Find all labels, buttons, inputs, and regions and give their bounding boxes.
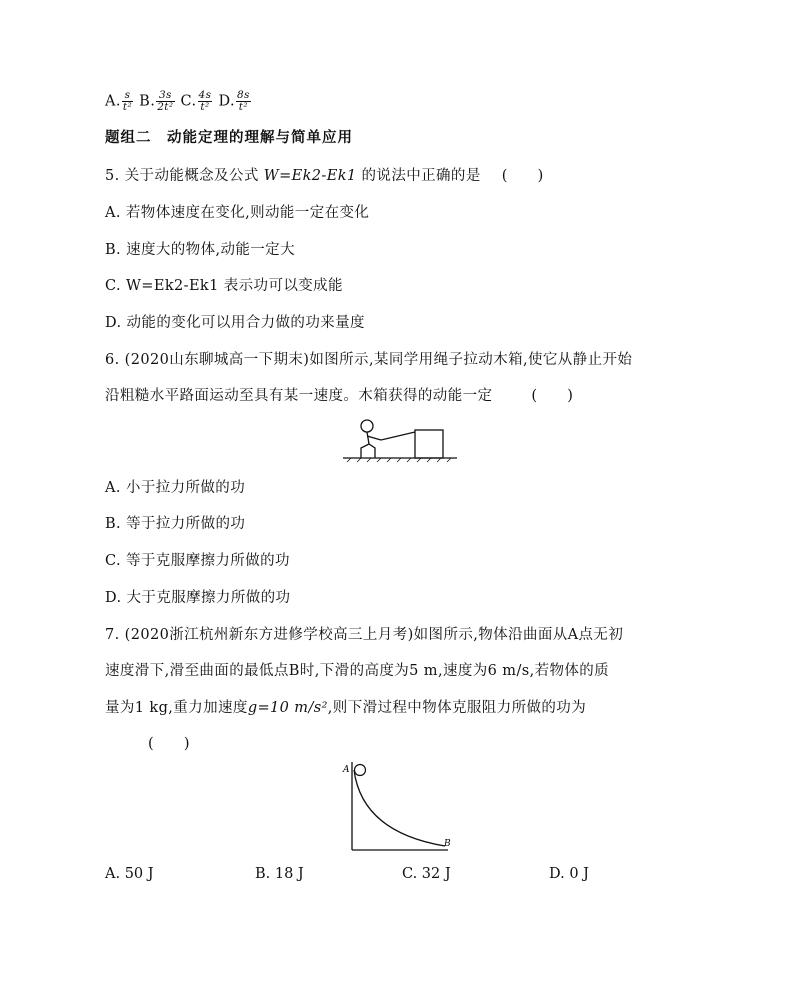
- q5-answer-paren: ( ): [501, 168, 544, 184]
- q5-option-d: D. 动能的变化可以用合力做的功来量度: [105, 315, 365, 331]
- q4-option-c-fraction: $\frac{4s}{\text{t²}}$: [198, 89, 212, 113]
- stick-person: [361, 420, 381, 458]
- q7-formula: g=10 m/s²: [247, 700, 328, 716]
- label-point-a: A: [343, 765, 350, 775]
- q5-formula: W=Ek2-Ek1: [263, 168, 357, 184]
- q7-option-c: C. 32 J: [402, 866, 451, 882]
- person-pulling-box-figure: [343, 418, 458, 464]
- q6-answer-paren: ( ): [531, 388, 574, 404]
- curved-surface: [354, 770, 445, 846]
- q4-option-d-label: D.: [218, 93, 235, 110]
- q7-answer-paren: ( ): [148, 736, 190, 752]
- q4-option-b-fraction: $\frac{3s}{\text{2t²}}$: [157, 89, 174, 113]
- curved-slope-figure: [340, 760, 460, 852]
- section-title: 题组二 动能定理的理解与简单应用: [105, 130, 353, 146]
- q5-option-b: B. 速度大的物体,动能一定大: [105, 242, 295, 258]
- q7-stem-line3: 量为1 kg,重力加速度g=10 m/s²,则下滑过程中物体克服阻力所做的功为: [105, 700, 587, 716]
- q5-option-a: A. 若物体速度在变化,则动能一定在变化: [105, 205, 370, 221]
- sliding-ball: [355, 765, 366, 776]
- q6-option-d: D. 大于克服摩擦力所做的功: [105, 590, 291, 606]
- q4-option-c-label: C.: [180, 93, 197, 110]
- q4-options-row: [105, 90, 252, 113]
- q7-option-d: D. 0 J: [549, 866, 589, 882]
- q6-stem-line1: 6. (2020山东聊城高一下期末)如图所示,某同学用绳子拉动木箱,使它从静止开始: [105, 352, 633, 368]
- q7-option-b: B. 18 J: [255, 866, 304, 882]
- wooden-box: [415, 430, 443, 458]
- q5-stem: 5. 关于动能概念及公式 W=Ek2-Ek1 的说法中正确的是 ( ): [105, 168, 544, 184]
- q6-option-c: C. 等于克服摩擦力所做的功: [105, 553, 290, 569]
- q4-option-b-label: B.: [139, 93, 156, 110]
- q7-stem-line1: 7. (2020浙江杭州新东方进修学校高三上月考)如图所示,物体沿曲面从A点无初: [105, 627, 624, 643]
- q4-option-d-fraction: $\frac{8s}{\text{t²}}$: [236, 89, 250, 113]
- q4-option-a-fraction: $\frac{s}{\text{t²}}$: [122, 89, 133, 113]
- q4-option-a-label: A.: [105, 93, 121, 110]
- q6-stem-line2: 沿粗糙水平路面运动至具有某一速度。木箱获得的动能一定 ( ): [105, 388, 574, 404]
- q7-option-a: A. 50 J: [105, 866, 154, 882]
- q7-stem-line2: 速度滑下,滑至曲面的最低点B时,下滑的高度为5 m,速度为6 m/s,若物体的质: [105, 663, 610, 679]
- q5-option-c: C. W=Ek2-Ek1 表示功可以变成能: [105, 278, 343, 294]
- q6-option-b: B. 等于拉力所做的功: [105, 516, 246, 532]
- q6-option-a: A. 小于拉力所做的功: [105, 480, 246, 496]
- rope: [381, 432, 415, 440]
- label-point-b: B: [444, 839, 451, 849]
